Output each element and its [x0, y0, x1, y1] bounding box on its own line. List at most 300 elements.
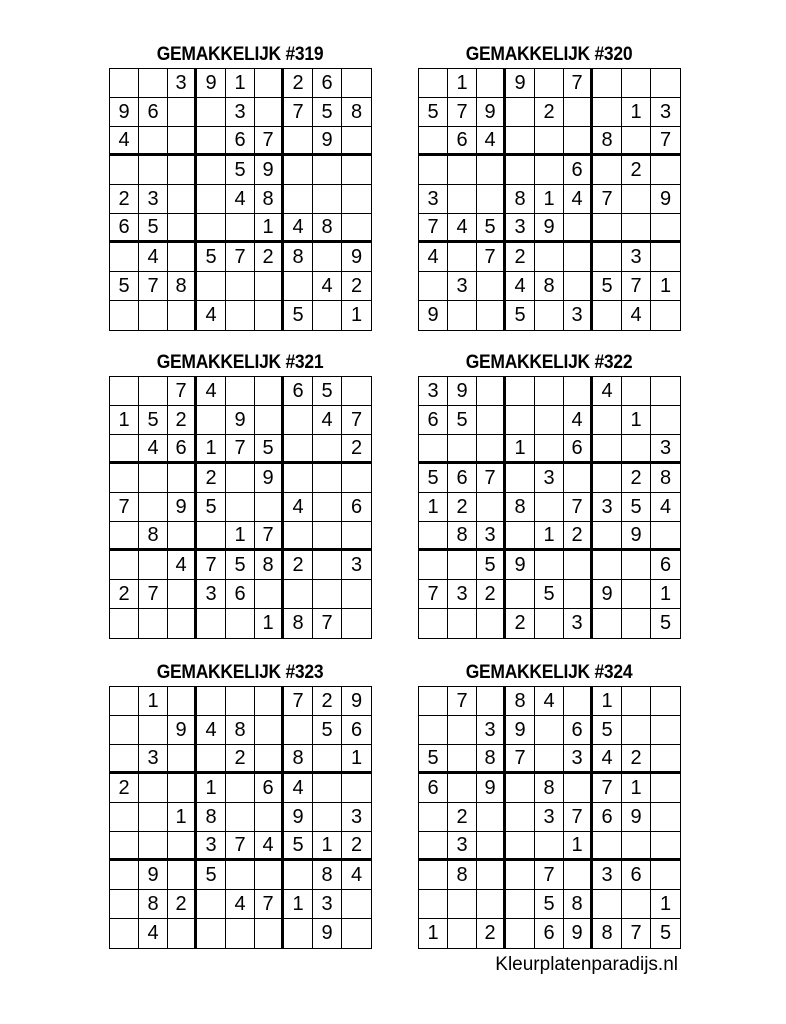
sudoku-cell: 7	[197, 551, 226, 580]
sudoku-cell: 8	[506, 185, 535, 214]
sudoku-cell: 9	[448, 377, 477, 406]
sudoku-cell	[506, 406, 535, 435]
sudoku-cell: 9	[342, 243, 371, 272]
sudoku-cell	[313, 774, 342, 803]
sudoku-cell: 8	[535, 272, 564, 301]
sudoku-cell	[506, 803, 535, 832]
sudoku-cell: 9	[506, 69, 535, 98]
sudoku-puzzle-320	[418, 42, 680, 331]
sudoku-cell	[284, 464, 313, 493]
sudoku-cell	[419, 551, 448, 580]
sudoku-cell: 7	[622, 272, 651, 301]
sudoku-cell	[342, 127, 371, 156]
sudoku-cell: 2	[477, 919, 506, 948]
sudoku-cell: 4	[284, 493, 313, 522]
sudoku-cell: 7	[622, 919, 651, 948]
sudoku-cell	[168, 243, 197, 272]
sudoku-cell	[284, 522, 313, 551]
sudoku-cell: 7	[255, 522, 284, 551]
sudoku-cell: 9	[255, 464, 284, 493]
sudoku-cell	[313, 301, 342, 330]
sudoku-cell: 2	[622, 156, 651, 185]
sudoku-cell	[535, 609, 564, 638]
sudoku-cell	[284, 127, 313, 156]
sudoku-cell: 5	[139, 406, 168, 435]
sudoku-cell: 4	[593, 377, 622, 406]
sudoku-cell: 8	[651, 464, 680, 493]
sudoku-cell: 1	[506, 435, 535, 464]
sudoku-cell: 1	[168, 803, 197, 832]
sudoku-cell	[477, 377, 506, 406]
sudoku-cell	[593, 301, 622, 330]
sudoku-cell	[477, 406, 506, 435]
puzzle-title: GEMAKKELIJK #319	[156, 44, 324, 65]
sudoku-cell	[651, 803, 680, 832]
sudoku-cell	[535, 127, 564, 156]
sudoku-cell	[419, 687, 448, 716]
sudoku-cell	[284, 272, 313, 301]
sudoku-cell	[168, 774, 197, 803]
sudoku-cell	[110, 377, 139, 406]
sudoku-cell	[168, 156, 197, 185]
sudoku-cell: 2	[342, 435, 371, 464]
sudoku-cell	[197, 687, 226, 716]
sudoku-cell	[593, 464, 622, 493]
sudoku-cell	[535, 832, 564, 861]
sudoku-cell	[419, 609, 448, 638]
sudoku-cell	[197, 745, 226, 774]
sudoku-cell	[197, 522, 226, 551]
sudoku-cell	[477, 272, 506, 301]
sudoku-cell: 1	[197, 435, 226, 464]
sudoku-cell: 2	[110, 580, 139, 609]
sudoku-cell: 6	[564, 156, 593, 185]
sudoku-cell	[651, 522, 680, 551]
sudoku-cell	[535, 745, 564, 774]
sudoku-cell: 5	[593, 716, 622, 745]
sudoku-cell	[564, 214, 593, 243]
sudoku-cell: 2	[284, 69, 313, 98]
sudoku-cell	[419, 435, 448, 464]
sudoku-cell	[448, 185, 477, 214]
sudoku-cell: 6	[564, 716, 593, 745]
sudoku-cell: 3	[139, 185, 168, 214]
sudoku-cell: 2	[506, 243, 535, 272]
sudoku-cell: 2	[535, 98, 564, 127]
sudoku-cell: 7	[139, 272, 168, 301]
sudoku-cell	[226, 464, 255, 493]
sudoku-grid	[418, 68, 681, 331]
sudoku-cell: 4	[477, 127, 506, 156]
sudoku-cell: 8	[168, 272, 197, 301]
sudoku-cell	[110, 687, 139, 716]
sudoku-cell	[593, 243, 622, 272]
sudoku-cell	[651, 716, 680, 745]
sudoku-cell: 3	[197, 832, 226, 861]
sudoku-cell	[255, 98, 284, 127]
sudoku-cell	[593, 156, 622, 185]
sudoku-cell: 6	[448, 464, 477, 493]
sudoku-cell: 8	[139, 890, 168, 919]
sudoku-cell	[110, 609, 139, 638]
sudoku-cell: 7	[564, 803, 593, 832]
sudoku-cell	[313, 435, 342, 464]
sudoku-cell	[255, 377, 284, 406]
sudoku-cell: 6	[226, 127, 255, 156]
sudoku-cell	[564, 551, 593, 580]
sudoku-cell: 3	[564, 301, 593, 330]
sudoku-cell	[593, 832, 622, 861]
sudoku-cell: 8	[477, 745, 506, 774]
sudoku-cell	[168, 919, 197, 948]
sudoku-cell: 9	[197, 69, 226, 98]
sudoku-cell	[139, 803, 168, 832]
sudoku-cell: 1	[226, 522, 255, 551]
sudoku-cell: 6	[419, 406, 448, 435]
sudoku-cell	[342, 522, 371, 551]
sudoku-cell	[255, 687, 284, 716]
sudoku-cell	[506, 580, 535, 609]
sudoku-cell	[535, 156, 564, 185]
sudoku-cell	[255, 406, 284, 435]
sudoku-cell: 1	[622, 98, 651, 127]
sudoku-cell	[284, 580, 313, 609]
sudoku-cell	[226, 272, 255, 301]
sudoku-cell	[622, 609, 651, 638]
sudoku-cell: 3	[168, 69, 197, 98]
sudoku-cell	[506, 832, 535, 861]
sudoku-cell	[506, 156, 535, 185]
sudoku-cell	[168, 214, 197, 243]
sudoku-puzzle-323	[109, 660, 371, 949]
sudoku-cell: 3	[226, 98, 255, 127]
sudoku-cell: 1	[139, 687, 168, 716]
sudoku-cell	[622, 832, 651, 861]
sudoku-cell: 1	[651, 890, 680, 919]
sudoku-cell	[226, 214, 255, 243]
sudoku-cell: 6	[110, 214, 139, 243]
sudoku-cell	[506, 464, 535, 493]
sudoku-cell: 2	[284, 551, 313, 580]
sudoku-cell	[110, 464, 139, 493]
sudoku-cell	[564, 580, 593, 609]
sudoku-cell: 7	[226, 832, 255, 861]
sudoku-cell	[342, 156, 371, 185]
sudoku-cell	[535, 243, 564, 272]
sudoku-cell: 8	[284, 745, 313, 774]
sudoku-cell	[226, 774, 255, 803]
sudoku-cell	[342, 464, 371, 493]
sudoku-cell: 5	[197, 493, 226, 522]
sudoku-puzzle-324	[418, 660, 680, 949]
sudoku-cell	[622, 687, 651, 716]
sudoku-cell: 5	[535, 890, 564, 919]
sudoku-cell	[622, 580, 651, 609]
sudoku-cell: 7	[477, 464, 506, 493]
sudoku-cell: 3	[419, 185, 448, 214]
sudoku-cell	[651, 243, 680, 272]
puzzle-title: GEMAKKELIJK #324	[465, 662, 633, 683]
sudoku-cell	[110, 156, 139, 185]
sudoku-cell	[564, 774, 593, 803]
puzzle-title: GEMAKKELIJK #323	[156, 662, 324, 683]
sudoku-cell: 2	[477, 580, 506, 609]
sudoku-cell	[535, 551, 564, 580]
sudoku-cell	[419, 156, 448, 185]
sudoku-cell	[313, 551, 342, 580]
sudoku-cell: 2	[342, 832, 371, 861]
sudoku-cell	[593, 890, 622, 919]
sudoku-cell	[342, 919, 371, 948]
sudoku-cell	[593, 214, 622, 243]
sudoku-cell	[342, 580, 371, 609]
sudoku-cell: 3	[342, 551, 371, 580]
sudoku-cell	[651, 832, 680, 861]
sudoku-cell: 1	[313, 832, 342, 861]
sudoku-cell	[535, 406, 564, 435]
sudoku-cell: 1	[622, 406, 651, 435]
sudoku-cell: 8	[506, 493, 535, 522]
sudoku-cell: 5	[110, 272, 139, 301]
sudoku-cell	[139, 774, 168, 803]
sudoku-cell: 9	[419, 301, 448, 330]
sudoku-cell: 3	[342, 803, 371, 832]
sudoku-cell: 5	[284, 301, 313, 330]
sudoku-cell: 1	[226, 69, 255, 98]
sudoku-cell: 1	[535, 522, 564, 551]
sudoku-cell: 9	[284, 803, 313, 832]
sudoku-cell: 5	[477, 214, 506, 243]
sudoku-cell: 3	[419, 377, 448, 406]
sudoku-cell	[226, 377, 255, 406]
sudoku-cell: 4	[284, 774, 313, 803]
sudoku-cell: 7	[284, 98, 313, 127]
sudoku-cell	[506, 377, 535, 406]
sudoku-cell	[564, 861, 593, 890]
sudoku-cell	[477, 301, 506, 330]
sudoku-cell: 5	[419, 464, 448, 493]
sudoku-cell: 6	[564, 435, 593, 464]
sudoku-cell	[651, 69, 680, 98]
sudoku-cell	[506, 774, 535, 803]
sudoku-cell: 1	[197, 774, 226, 803]
sudoku-cell	[419, 890, 448, 919]
sudoku-cell: 5	[506, 301, 535, 330]
sudoku-cell: 7	[448, 687, 477, 716]
sudoku-cell: 6	[622, 861, 651, 890]
sudoku-cell	[284, 435, 313, 464]
sudoku-cell	[342, 69, 371, 98]
sudoku-cell: 1	[564, 832, 593, 861]
sudoku-cell: 5	[419, 745, 448, 774]
sudoku-cell: 3	[651, 98, 680, 127]
sudoku-cell	[593, 609, 622, 638]
sudoku-cell	[139, 156, 168, 185]
sudoku-cell	[419, 522, 448, 551]
sudoku-cell: 3	[535, 464, 564, 493]
sudoku-cell: 9	[255, 156, 284, 185]
sudoku-cell: 7	[284, 687, 313, 716]
sudoku-cell: 5	[255, 435, 284, 464]
sudoku-cell	[564, 464, 593, 493]
sudoku-cell	[313, 745, 342, 774]
sudoku-cell: 8	[197, 803, 226, 832]
sudoku-cell: 4	[593, 745, 622, 774]
sudoku-cell: 3	[197, 580, 226, 609]
sudoku-cell: 4	[197, 716, 226, 745]
sudoku-cell	[168, 687, 197, 716]
sudoku-cell	[448, 890, 477, 919]
sudoku-cell: 1	[448, 69, 477, 98]
sudoku-cell	[342, 185, 371, 214]
sudoku-cell: 5	[622, 493, 651, 522]
sudoku-cell: 3	[313, 890, 342, 919]
sudoku-cell: 3	[506, 214, 535, 243]
sudoku-cell: 5	[284, 832, 313, 861]
sudoku-cell	[197, 272, 226, 301]
sudoku-cell: 2	[110, 774, 139, 803]
sudoku-cell	[535, 435, 564, 464]
sudoku-cell	[110, 832, 139, 861]
sudoku-cell	[593, 98, 622, 127]
sudoku-cell: 3	[535, 803, 564, 832]
sudoku-cell: 7	[564, 493, 593, 522]
sudoku-cell: 6	[593, 803, 622, 832]
sudoku-cell: 8	[535, 774, 564, 803]
sudoku-cell: 1	[593, 687, 622, 716]
sudoku-cell	[110, 890, 139, 919]
sudoku-cell: 9	[110, 98, 139, 127]
sudoku-cell	[535, 377, 564, 406]
sudoku-cell: 1	[419, 493, 448, 522]
sudoku-cell	[284, 156, 313, 185]
sudoku-cell	[313, 243, 342, 272]
sudoku-cell: 4	[506, 272, 535, 301]
sudoku-cell	[110, 69, 139, 98]
sudoku-cell: 5	[593, 272, 622, 301]
sudoku-cell	[342, 774, 371, 803]
sudoku-cell	[448, 919, 477, 948]
sudoku-cell: 4	[197, 301, 226, 330]
puzzle-title: GEMAKKELIJK #321	[156, 352, 324, 373]
sudoku-cell	[197, 406, 226, 435]
sudoku-cell	[342, 377, 371, 406]
sudoku-cell	[419, 861, 448, 890]
sudoku-cell: 1	[651, 580, 680, 609]
sudoku-cell: 5	[313, 98, 342, 127]
sudoku-cell	[197, 919, 226, 948]
sudoku-cell: 8	[284, 243, 313, 272]
sudoku-cell	[255, 716, 284, 745]
sudoku-cell	[448, 301, 477, 330]
sudoku-cell	[110, 551, 139, 580]
sudoku-cell: 5	[313, 716, 342, 745]
sudoku-cell: 3	[477, 716, 506, 745]
sudoku-grid	[109, 376, 372, 639]
sudoku-cell: 5	[477, 551, 506, 580]
sudoku-cell	[313, 522, 342, 551]
sudoku-cell: 9	[651, 185, 680, 214]
sudoku-cell	[110, 861, 139, 890]
sudoku-cell: 4	[535, 687, 564, 716]
sudoku-puzzle-319	[109, 42, 371, 331]
sudoku-cell: 5	[226, 156, 255, 185]
sudoku-cell: 8	[255, 185, 284, 214]
sudoku-cell	[448, 243, 477, 272]
sudoku-cell: 4	[168, 551, 197, 580]
sudoku-cell	[139, 377, 168, 406]
sudoku-cell: 4	[284, 214, 313, 243]
sudoku-cell: 2	[110, 185, 139, 214]
sudoku-cell: 5	[226, 551, 255, 580]
sudoku-cell	[506, 98, 535, 127]
sudoku-cell: 3	[477, 522, 506, 551]
sudoku-cell	[110, 435, 139, 464]
sudoku-cell: 7	[651, 127, 680, 156]
puzzle-title: GEMAKKELIJK #320	[465, 44, 633, 65]
sudoku-cell	[477, 861, 506, 890]
sudoku-cell	[651, 214, 680, 243]
sudoku-cell	[284, 861, 313, 890]
sudoku-cell: 8	[448, 522, 477, 551]
sudoku-cell	[448, 774, 477, 803]
sudoku-cell	[197, 156, 226, 185]
sudoku-cell: 7	[506, 745, 535, 774]
sudoku-cell: 6	[419, 774, 448, 803]
sudoku-cell	[168, 861, 197, 890]
sudoku-cell	[110, 716, 139, 745]
sudoku-cell	[564, 272, 593, 301]
sudoku-cell: 7	[419, 214, 448, 243]
sudoku-cell: 6	[284, 377, 313, 406]
sudoku-cell: 2	[313, 687, 342, 716]
sudoku-cell	[168, 832, 197, 861]
sudoku-cell	[110, 745, 139, 774]
sudoku-cell	[506, 522, 535, 551]
sudoku-cell	[284, 716, 313, 745]
sudoku-cell	[506, 861, 535, 890]
sudoku-cell: 3	[448, 272, 477, 301]
sudoku-cell	[622, 214, 651, 243]
sudoku-cell	[564, 243, 593, 272]
sudoku-cell: 4	[419, 243, 448, 272]
sudoku-cell	[564, 377, 593, 406]
sudoku-cell	[168, 98, 197, 127]
sudoku-cell: 2	[255, 243, 284, 272]
sudoku-cell	[226, 609, 255, 638]
sudoku-cell: 2	[622, 464, 651, 493]
sudoku-cell: 9	[168, 716, 197, 745]
sudoku-cell	[622, 377, 651, 406]
sudoku-cell	[477, 69, 506, 98]
site-credit: Kleurplatenparadijs.nl	[495, 954, 678, 975]
sudoku-cell: 2	[506, 609, 535, 638]
sudoku-cell: 9	[506, 716, 535, 745]
sudoku-cell: 7	[477, 243, 506, 272]
sudoku-cell: 3	[564, 609, 593, 638]
sudoku-cell	[139, 551, 168, 580]
sudoku-cell	[506, 127, 535, 156]
sudoku-cell	[168, 185, 197, 214]
sudoku-cell: 1	[284, 890, 313, 919]
sudoku-cell: 9	[622, 803, 651, 832]
sudoku-cell	[255, 69, 284, 98]
sudoku-puzzle-322	[418, 350, 680, 639]
sudoku-cell: 8	[593, 127, 622, 156]
sudoku-cell: 5	[659, 612, 672, 634]
sudoku-cell	[255, 919, 284, 948]
sudoku-grid	[109, 686, 372, 949]
